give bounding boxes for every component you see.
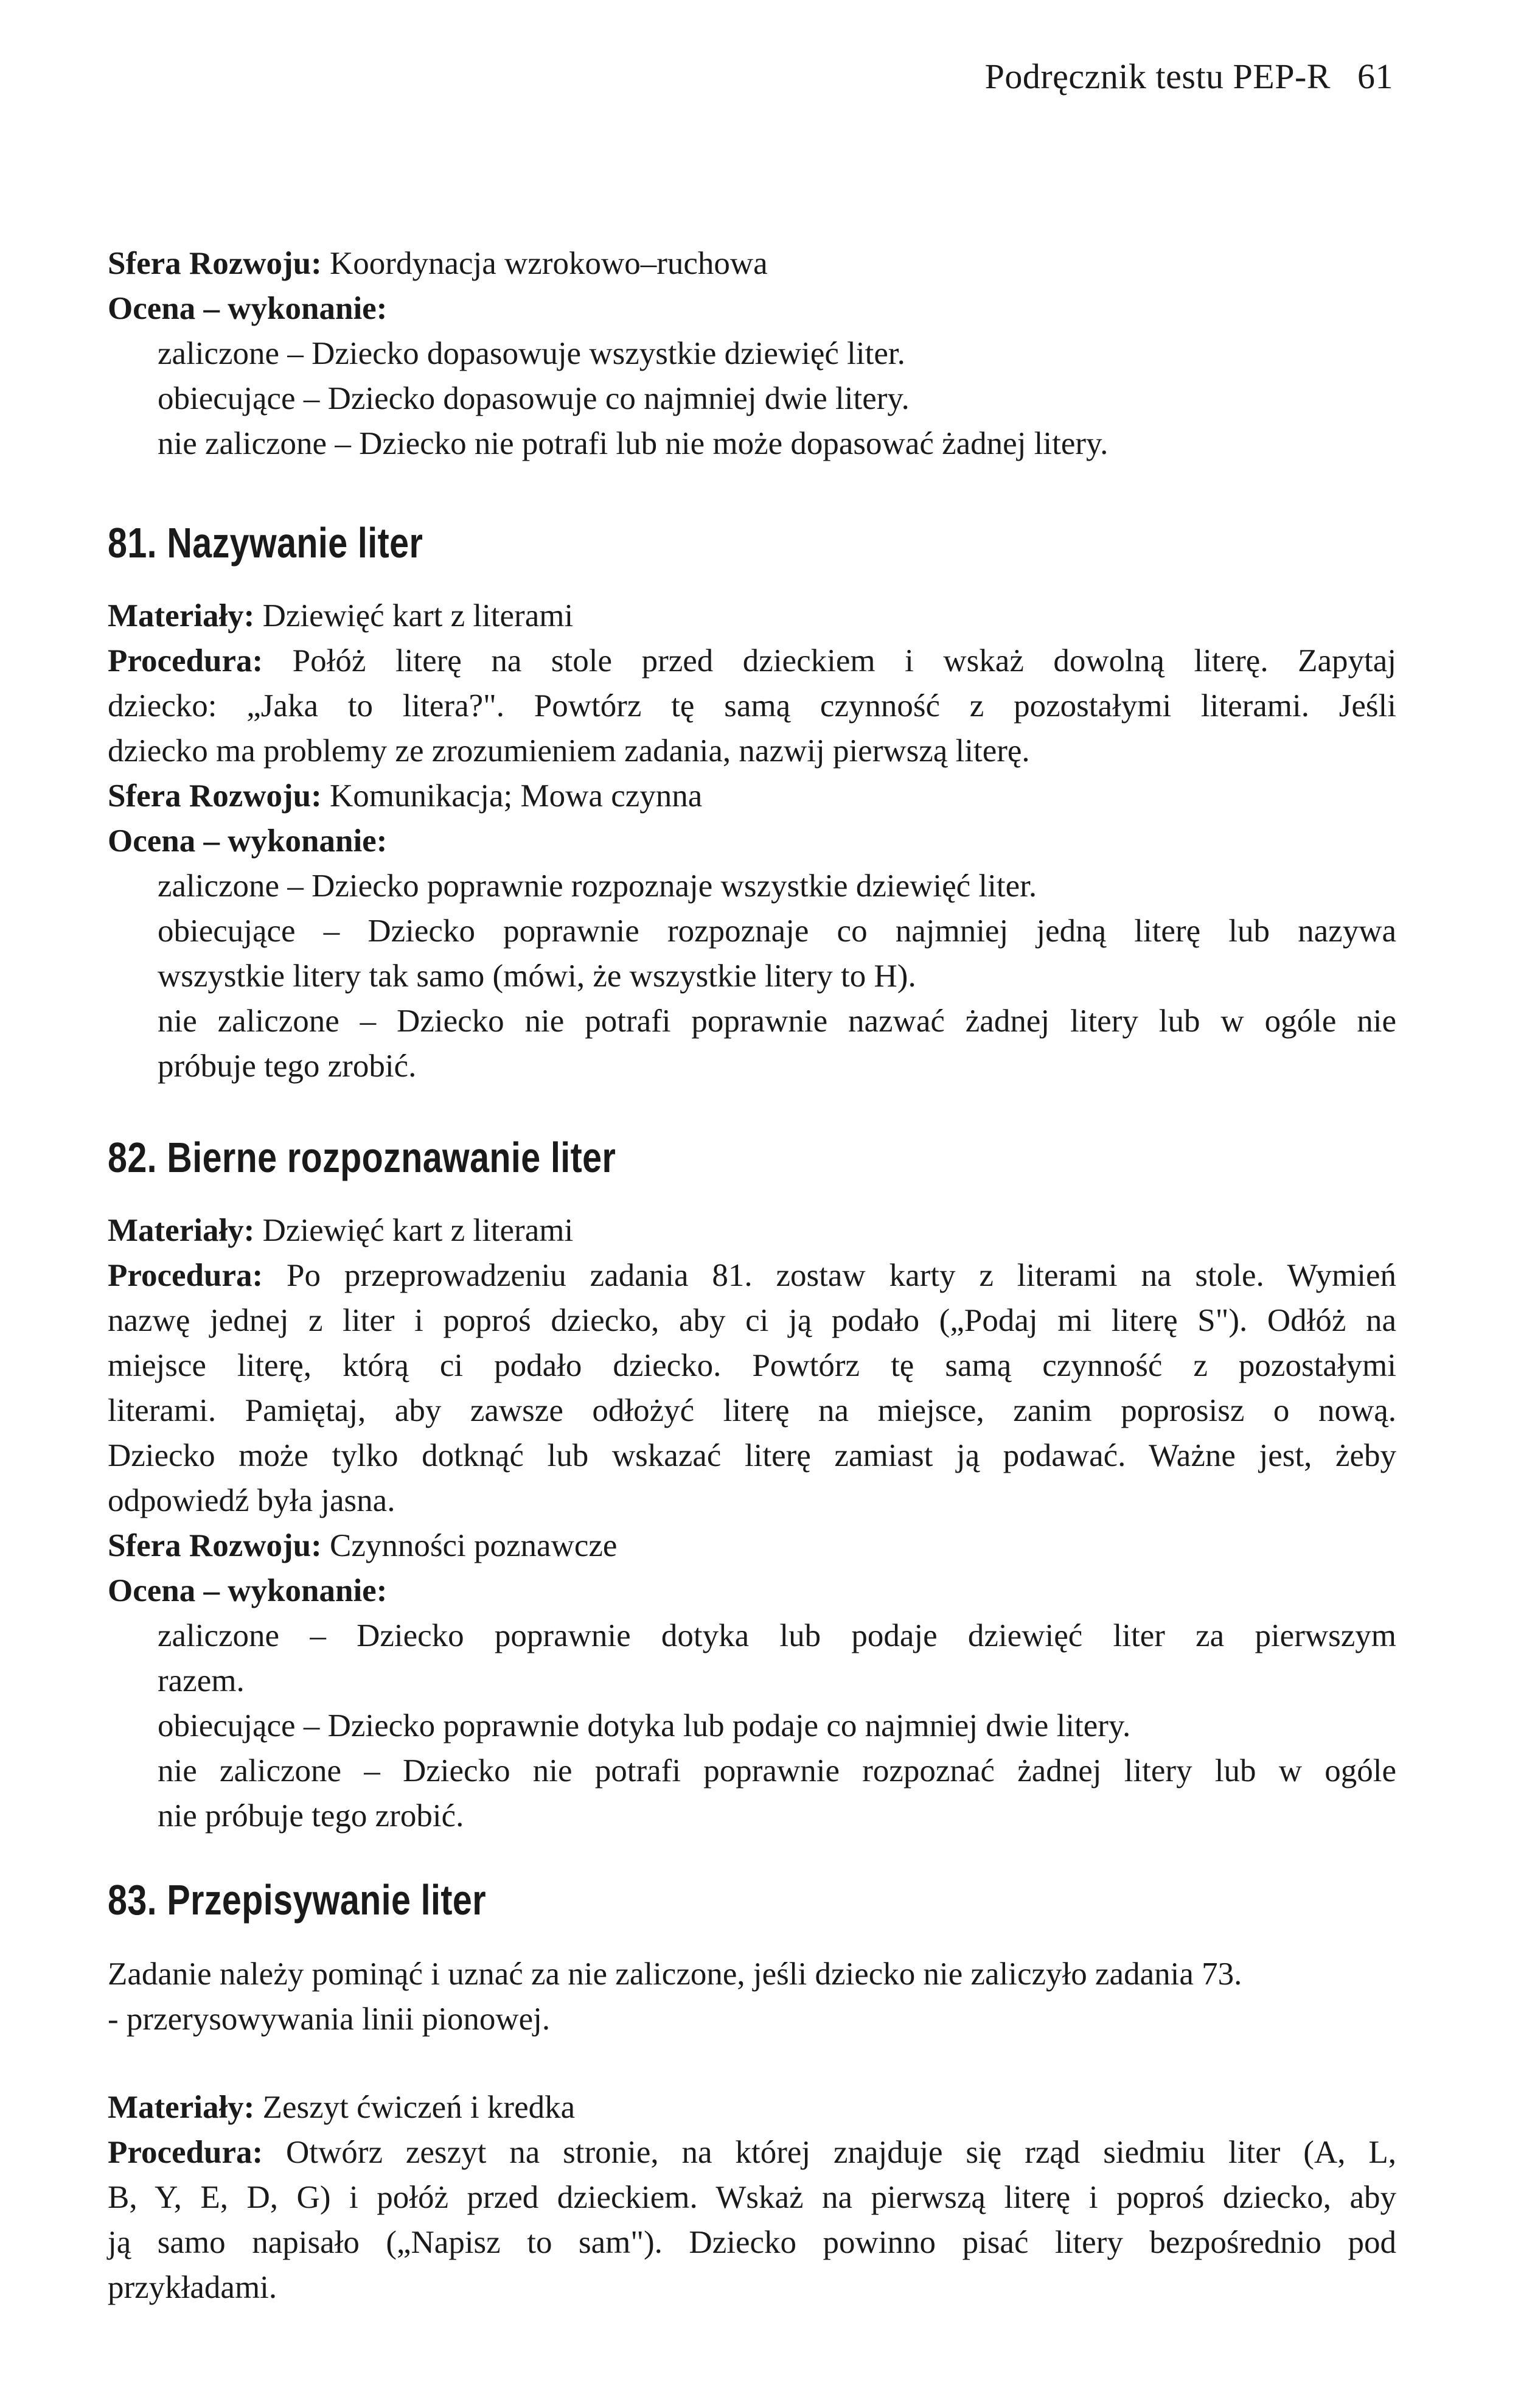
procedure-text: Po przeprowadzeniu zadania 81. zostaw karty z literami na stole. Wymień (287, 1258, 1396, 1293)
rating-line: wszystkie litery tak samo (mówi, że wszystkie litery to H). (158, 958, 916, 994)
rating-item: zaliczone – Dziecko dopasowuje wszystkie dziewięć liter. (158, 336, 905, 371)
procedure-line: ją samo napisało („Napisz to sam"). Dziecko powinno pisać litery bezpośrednio pod (108, 2225, 1396, 2260)
procedure-line: nazwę jednej z liter i poproś dziecko, aby ci ją podało („Podaj mi literę S"). Odłóż na (108, 1303, 1396, 1338)
materials-value: Dziewięć kart z literami (262, 598, 574, 633)
materials-label: Materiały: (108, 1213, 255, 1248)
rating-line: obiecujące – Dziecko poprawnie rozpoznaje co najmniej jedną literę lub nazywa (158, 913, 1396, 949)
procedure-text: Otwórz zeszyt na stronie, na której znajduje się rząd siedmiu liter (A, L, (286, 2135, 1396, 2170)
procedure-line: dziecko ma problemy ze zrozumieniem zadania, nazwij pierwszą literę. (108, 733, 1030, 769)
sphere-line (108, 1523, 1396, 1568)
section-83-note (108, 1952, 1396, 2042)
page-number: 61 (1357, 57, 1393, 96)
materials-label: Materiały: (108, 2090, 255, 2125)
materials-line (108, 1208, 1396, 1253)
sphere-value: Czynności poznawcze (330, 1528, 618, 1563)
sphere-line (108, 773, 1396, 818)
rating-line: zaliczone – Dziecko poprawnie dotyka lub podaje dziewięć liter za pierwszym (158, 1618, 1396, 1653)
section-82-heading: 82. Bierne rozpoznawanie liter (108, 1134, 616, 1181)
materials-line (108, 2085, 1396, 2130)
procedure-line: dziecko: „Jaka to litera?". Powtórz tę samą czynność z pozostałymi literami. Jeśli (108, 688, 1396, 724)
procedure-line: Dziecko może tylko dotknąć lub wskazać literę zamiast ją podawać. Ważne jest, żeby (108, 1438, 1396, 1473)
section-81-body (108, 593, 1396, 1089)
materials-label: Materiały: (108, 598, 255, 633)
section-82-body (108, 1208, 1396, 1838)
rating-line: zaliczone – Dziecko poprawnie rozpoznaje wszystkie dziewięć liter. (158, 868, 1037, 904)
sphere-label: Sfera Rozwoju: (108, 1528, 322, 1563)
procedure-line (108, 1253, 1396, 1298)
rating-label: Ocena – wykonanie: (108, 823, 388, 859)
rating-line: obiecujące – Dziecko poprawnie dotyka lub podaje co najmniej dwie litery. (158, 1708, 1131, 1743)
procedure-line: przykładami. (108, 2270, 277, 2305)
procedure-line: odpowiedź była jasna. (108, 1483, 395, 1518)
section-83-heading: 83. Przepisywanie liter (108, 1876, 486, 1924)
running-header (985, 56, 1393, 97)
section-81-heading: 81. Nazywanie liter (108, 519, 423, 567)
materials-value: Zeszyt ćwiczeń i kredka (262, 2090, 576, 2125)
note-line: - przerysowywania linii pionowej. (108, 2001, 551, 2037)
sphere-line (108, 241, 1396, 286)
procedure-text: Połóż literę na stole przed dzieckiem i wskaż dowolną literę. Zapytaj (292, 643, 1396, 679)
section-83-body (108, 2085, 1396, 2310)
sphere-label: Sfera Rozwoju: (108, 778, 322, 814)
rating-line: nie zaliczone – Dziecko nie potrafi poprawnie rozpoznać żadnej litery lub w ogóle (158, 1753, 1396, 1789)
procedure-line: B, Y, E, D, G) i połóż przed dzieckiem. Wskaż na pierwszą literę i poproś dziecko, aby (108, 2180, 1396, 2215)
procedure-label: Procedura: (108, 2135, 263, 2170)
note-line: Zadanie należy pominąć i uznać za nie zaliczone, jeśli dziecko nie zaliczyło zadania 73. (108, 1956, 1242, 1992)
sphere-value: Koordynacja wzrokowo–ruchowa (330, 246, 768, 281)
procedure-line (108, 2130, 1396, 2175)
procedure-line: miejsce literę, którą ci podało dziecko. Powtórz tę samą czynność z pozostałymi (108, 1348, 1396, 1383)
rating-item: nie zaliczone – Dziecko nie potrafi lub nie może dopasować żadnej litery. (158, 426, 1109, 461)
rating-line: nie próbuje tego zrobić. (158, 1798, 464, 1834)
sphere-value: Komunikacja; Mowa czynna (330, 778, 703, 814)
procedure-line: literami. Pamiętaj, aby zawsze odłożyć literę na miejsce, zanim poprosisz o nową. (108, 1393, 1396, 1428)
rating-line: nie zaliczone – Dziecko nie potrafi poprawnie nazwać żadnej litery lub w ogóle nie (158, 1003, 1396, 1039)
sphere-label: Sfera Rozwoju: (108, 246, 322, 281)
materials-value: Dziewięć kart z literami (262, 1213, 574, 1248)
rating-label: Ocena – wykonanie: (108, 291, 388, 326)
procedure-label: Procedura: (108, 1258, 263, 1293)
procedure-label: Procedura: (108, 643, 263, 679)
header-title: Podręcznik testu PEP-R (984, 57, 1331, 96)
rating-line: próbuje tego zrobić. (158, 1049, 417, 1084)
rating-label: Ocena – wykonanie: (108, 1573, 388, 1608)
materials-line (108, 593, 1396, 638)
procedure-line (108, 638, 1396, 683)
intro-block (108, 241, 1396, 466)
rating-item: obiecujące – Dziecko dopasowuje co najmniej dwie litery. (158, 381, 910, 416)
rating-line: razem. (158, 1663, 245, 1698)
